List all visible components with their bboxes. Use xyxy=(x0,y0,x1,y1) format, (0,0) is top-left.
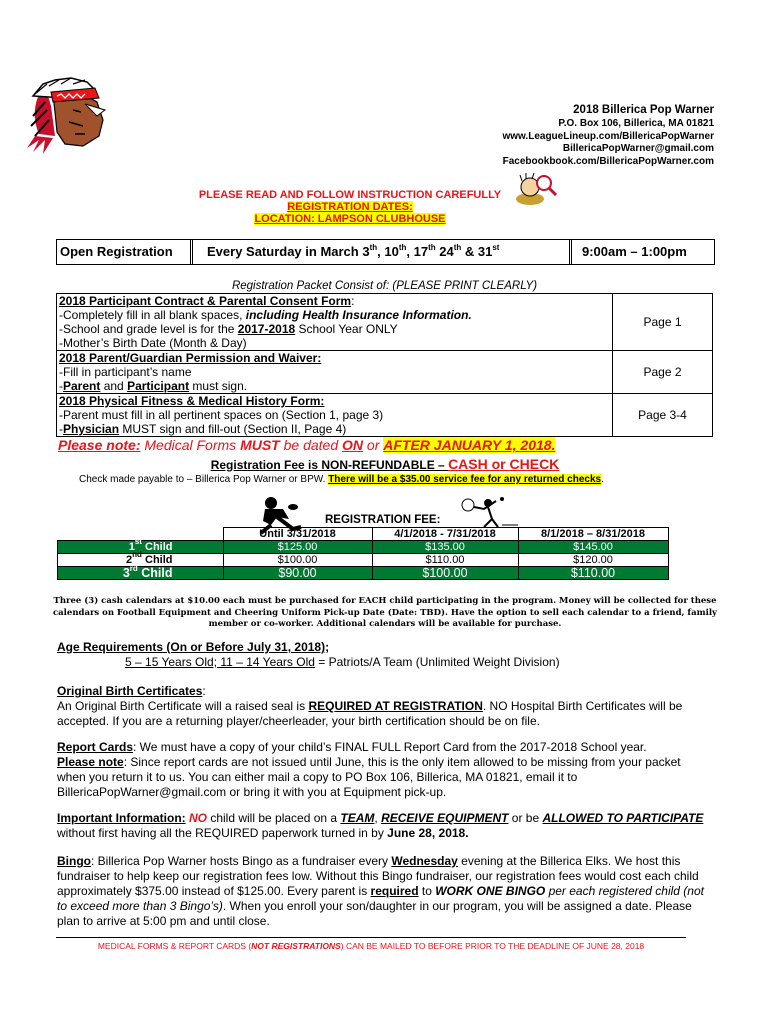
packet-row-contract: 2018 Participant Contract & Parental Consent Form: -Completely fill in all blank spaces, including Health Insurance Information. -School and grade level is for the 2017-2018 School Year ONLY -Mother’s Birth Date (Month & Day) Page 1 xyxy=(57,294,713,351)
contract-form-title: 2018 Participant Contract & Parental Consent Form xyxy=(59,294,352,308)
registration-packet xyxy=(56,279,713,437)
bingo-fundraiser: Bingo: Billerica Pop Warner hosts Bingo as a fundraiser every Wednesday evening at the Billerica Elks. We host this fundraiser to help keep our registration fees low. Without this Bingo fundraiser, our registration fees would cost each child approximately $375.00 instead of $125.00. Every parent is required to WORK ONE BINGO per each registered child (not to exceed more than 3 Bingo’s). When you enroll your son/daughter in our program, you will be assigned a date. Please plan to arrive at 5:00 pm and until close. xyxy=(57,854,704,928)
open-registration-label: Open Registration xyxy=(57,240,193,264)
header-website: www.LeagueLineup.com/BillericaPopWarner xyxy=(502,130,714,142)
packet-table xyxy=(56,293,713,437)
fee-col-1: Until 3/31/2018 xyxy=(223,528,372,541)
header-facebook: Facebookbook.com/BillericaPopWarner.com xyxy=(502,155,714,167)
fee-table xyxy=(57,527,669,580)
fee-row-1st-child: 1st Child $125.00 $135.00 $145.00 xyxy=(58,541,669,554)
calendars-notice: Three (3) cash calendars at $10.00 each must be purchased for EACH child participating in the program. Money will be collected for these calendars on Football Equipment and Cheering Uniform Pick-up Date (Date: TBD). Have the option to sell each calendar to a friend, family member or co-worker. Additional calendars will be available for purchase. xyxy=(53,596,717,629)
header-address: P.O. Box 106, Billerica, MA 01821 xyxy=(558,118,714,129)
footer-notice: MEDICAL FORMS & REPORT CARDS (NOT REGISTRATIONS) CAN BE MAILED TO BEFORE PRIOR TO THE DEADLINE OF JUNE 28, 2018 xyxy=(56,937,686,951)
location-label: LOCATION: LAMPSON CLUBHOUSE xyxy=(254,213,446,225)
registration-dates-label: REGISTRATION DATES: xyxy=(287,201,413,213)
age-requirements: Age Requirements (On or Before July 31, 2018); 5 – 15 Years Old; 11 – 14 Years Old = Patriots/A Team (Unlimited Weight Division) xyxy=(57,640,560,669)
organization-header xyxy=(502,103,714,168)
waiver-title: 2018 Parent/Guardian Permission and Waiver: xyxy=(59,351,322,365)
packet-row-waiver: 2018 Parent/Guardian Permission and Waiver: -Fill in participant’s name -Parent and Participant must sign. Page 2 xyxy=(57,351,713,394)
registration-fee-label: REGISTRATION FEE: xyxy=(325,514,441,526)
fee-payable-line: Check made payable to – Billerica Pop Warner or BPW. There will be a $35.00 service fee for any returned checks. xyxy=(79,474,604,485)
header-title: 2018 Billerica Pop Warner xyxy=(573,104,714,116)
contract-page: Page 1 xyxy=(613,294,713,351)
fee-col-3: 8/1/2018 – 8/31/2018 xyxy=(518,528,668,541)
instructions-block xyxy=(0,189,700,225)
open-registration-dates: Every Saturday in March 3th, 10th, 17th 24th & 31st xyxy=(207,243,500,259)
open-registration-bar xyxy=(56,239,715,265)
open-registration-time: 9:00am – 1:00pm xyxy=(569,240,714,264)
packet-caption: Registration Packet Consist of: (PLEASE PRINT CLEARLY) xyxy=(231,280,538,292)
report-cards: Report Cards: We must have a copy of your child’s FINAL FULL Report Card from the 2017-2018 School year. Please note: Since report cards are not issued until June, this is the only item allowed to be missing from your packet when you return it to us. You can either mail a copy to PO Box 106, Billerica, MA 01821, email it to BillericaPopWarner@gmail.com or bring it with you at Equipment pick-up. xyxy=(57,740,681,799)
fee-col-2: 4/1/2018 - 7/31/2018 xyxy=(372,528,518,541)
packet-row-medical: 2018 Physical Fitness & Medical History Form: -Parent must fill in all pertinent spaces on (Section 1, page 3) -Physician MUST sign and fill-out (Section II, Page 4) Page 3-4 xyxy=(57,394,713,437)
magnifier-clipart-icon xyxy=(512,173,558,209)
fee-refund-line: Registration Fee is NON-REFUNDABLE – CASH or CHECK xyxy=(210,456,560,472)
header-email: BillericaPopWarner@gmail.com xyxy=(562,143,714,154)
medical-form-title: 2018 Physical Fitness & Medical History Form: xyxy=(59,394,325,408)
medical-note: Please note: Medical Forms MUST be dated ON or AFTER JANUARY 1, 2018. xyxy=(58,437,556,453)
waiver-page: Page 2 xyxy=(613,351,713,394)
fee-row-2nd-child: 2nd Child $100.00 $110.00 $120.00 xyxy=(58,554,669,567)
instructions-headline: PLEASE READ AND FOLLOW INSTRUCTION CAREFULLY xyxy=(198,189,502,201)
important-information: Important Information: NO child will be placed on a TEAM, RECEIVE EQUIPMENT or be ALLOWED TO PARTICIPATE without first having all the REQUIRED paperwork turned in by June 28, 2018. xyxy=(57,811,704,840)
birth-certificates: Original Birth Certificates: An Original Birth Certificate will a raised seal is REQUIRED AT REGISTRATION. NO Hospital Birth Certificates will be accepted. If you are a returning player/cheerleader, your birth certification should be on file. xyxy=(57,684,683,728)
indian-head-logo-icon xyxy=(25,76,117,154)
fee-row-3rd-child: 3rd Child $90.00 $100.00 $110.00 xyxy=(58,567,669,580)
medical-page: Page 3-4 xyxy=(613,394,713,437)
